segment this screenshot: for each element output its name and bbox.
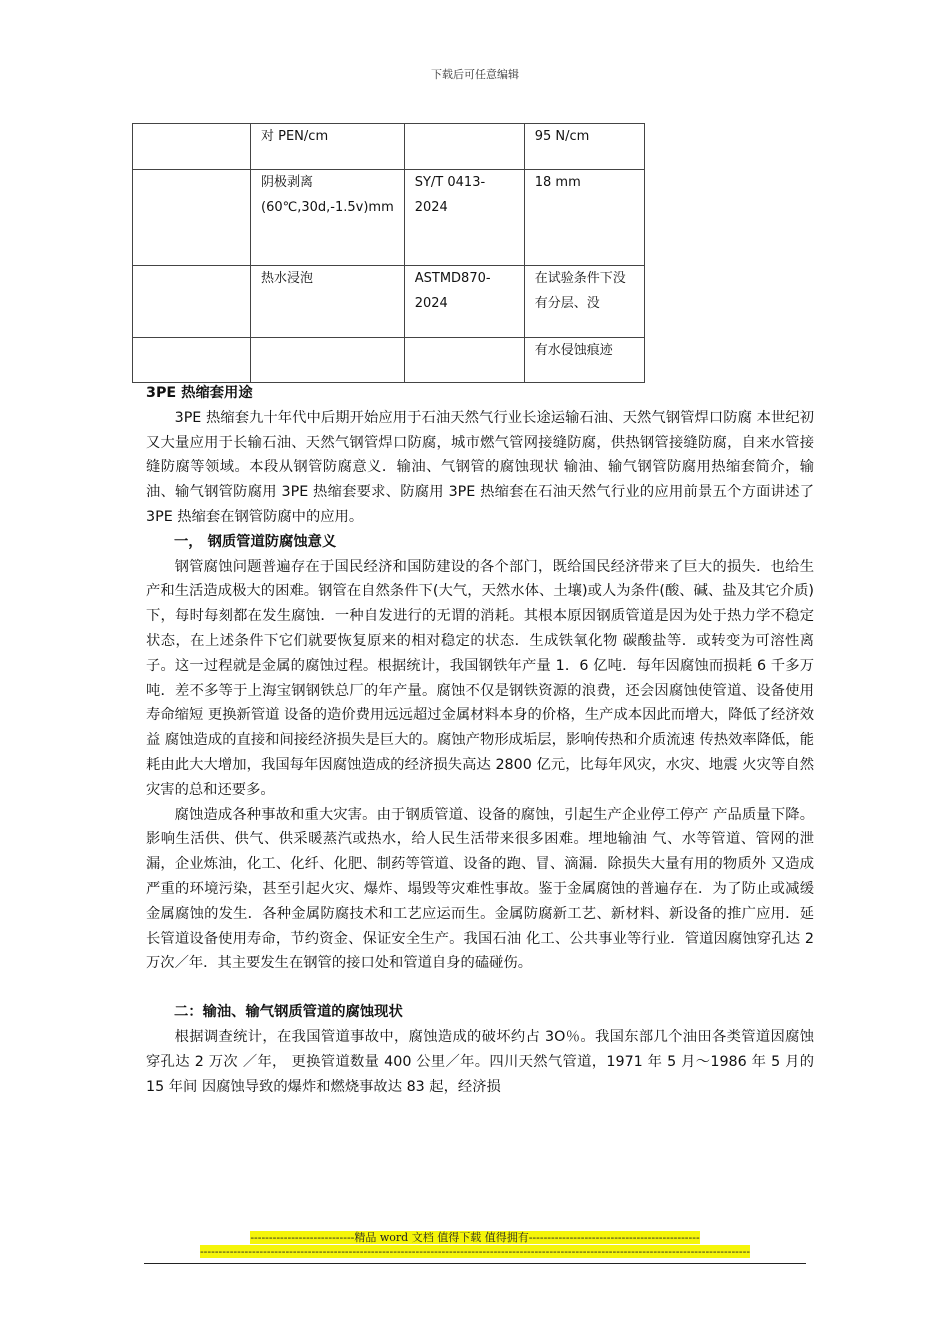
table-row: [133, 338, 645, 383]
table-cell: 有水侵蚀痕迹: [524, 338, 644, 383]
footer-banner: [0, 1229, 950, 1245]
table-cell: [251, 338, 405, 383]
table-cell: [404, 338, 524, 383]
table-cell: [133, 266, 251, 338]
table-row: [133, 124, 645, 170]
page-header: 下载后可任意编辑: [431, 68, 519, 81]
spacer: [146, 976, 814, 1000]
footer-banner-text: ----------------------------精品 word 文档 值得下载 值得拥有----------------------------------------------: [250, 1231, 700, 1244]
table-cell: [133, 170, 251, 266]
footer-dashes-text: ----------------------------------------------------------------------------------------------------------------------------------------------------: [199, 1245, 751, 1258]
table-cell: 阴极剥离 (60℃,30d,-1.5v)mm: [251, 170, 405, 266]
spec-table: [132, 123, 645, 383]
table-cell: [404, 124, 524, 170]
paragraph-statistics: 根据调查统计，在我国管道事故中，腐蚀造成的破坏约占 3O％。我国东部几个油田各类管道因腐蚀穿孔达 2 万次 ／年， 更换管道数量 400 公里／年。四川天然气管道，1971 年 5 月～1986 年 5 月的 15 年间 因腐蚀导致的爆炸和燃烧事故达 83 起，经济损: [146, 1028, 814, 1095]
table-cell: 95 N/cm: [524, 124, 644, 170]
table-cell: 热水浸泡: [251, 266, 405, 338]
footer-dashes: [0, 1245, 950, 1258]
table-row: [133, 266, 645, 338]
table-cell: [133, 338, 251, 383]
table-cell: 在试验条件下没有分层、没: [524, 266, 644, 338]
table-cell: 18 mm: [524, 170, 644, 266]
table-cell: ASTMD870-2024: [404, 266, 524, 338]
section-heading-3pe-uses: 3PE 热缩套用途: [146, 385, 253, 401]
paragraph-corrosion-loss: 钢管腐蚀问题普遍存在于国民经济和国防建设的各个部门，既给国民经济带来了巨大的损失．也给生产和生活造成极大的困难。钢管在自然条件下(大气，天然水体、土壤)或人为条件(酸、碱、盐及其它介质)下，每时每刻都在发生腐蚀．一种自发进行的无谓的消耗。其根本原因钢质管道是因为处于热力学不稳定状态，在上述条件下它们就要恢复原来的相对稳定的状态．生成铁氧化物 碳酸盐等．或转变为可溶性离子。这一过程就是金属的腐蚀过程。根据统计，我国钢铁年产量 1．6 亿吨．每年因腐蚀而损耗 6 千多万吨．差不多等于上海宝钢钢铁总厂的年产量。腐蚀不仅是钢铁资源的浪费，还会因腐蚀使管道、设备使用寿命缩短 更换新管道 设备的造价费用远远超过金属材料本身的价格，生产成本因此而增大，降低了经济效益 腐蚀造成的直接和间接经济损失是巨大的。腐蚀产物形成垢层，影响传热和介质流速 传热效率降低，能耗由此大大增加，我国每年因腐蚀造成的经济损失高达 2800 亿元，比每年风灾，水灾、地震 火灾等自然灾害的总和还要多。: [146, 558, 814, 798]
paragraph-intro: 3PE 热缩套九十年代中后期开始应用于石油天然气行业长途运输石油、天然气钢管焊口防腐 本世纪初又大量应用于长输石油、天然气钢管焊口防腐，城市燃气管网接缝防腐，供热钢管接缝防腐，自来水管接缝防腐等领域。本段从钢管防腐意义．输油、气钢管的腐蚀现状 输油、输气钢管防腐用热缩套简介，输油、输气钢管防腐用 3PE 热缩套要求、防腐用 3PE 热缩套在石油天然气行业的应用前景五个方面讲述了 3PE 热缩套在钢管防腐中的应用。: [146, 409, 814, 525]
table-cell: 对 PEN/cm: [251, 124, 405, 170]
section-heading-corrosion-status: 二：输油、输气钢质管道的腐蚀现状: [174, 1004, 403, 1021]
footer-rule: [144, 1263, 806, 1264]
table-cell: SY/T 0413-2024: [404, 170, 524, 266]
paragraph-corrosion-accidents: 腐蚀造成各种事故和重大灾害。由于钢质管道、设备的腐蚀，引起生产企业停工停产 产品质量下降。影响生活供、供气、供采暖蒸汽或热水，给人民生活带来很多困难。埋地输油 气、水等管道、管网的泄漏，企业炼油，化工、化纤、化肥、制药等管道、设备的跑、冒、滴漏．除损失大量有用的物质外 又造成严重的环境污染，甚至引起火灾、爆炸、塌毁等灾难性事故。鉴于金属腐蚀的普遍存在．为了防止或减缓金属腐蚀的发生．各种金属防腐技术和工艺应运而生。金属防腐新工艺、新材料、新设备的推广应用．延长管道设备使用寿命，节约资金、保证安全生产。我国石油 化工、公共事业等行业．管道因腐蚀穿孔达 2 万次／年．其主要发生在钢管的接口处和管道自身的磕碰伤。: [146, 806, 814, 972]
table-cell: [133, 124, 251, 170]
section-heading-corrosion-significance: 一， 钢质管道防腐蚀意义: [174, 533, 337, 550]
table-row: [133, 170, 645, 266]
document-body: [146, 381, 814, 1099]
